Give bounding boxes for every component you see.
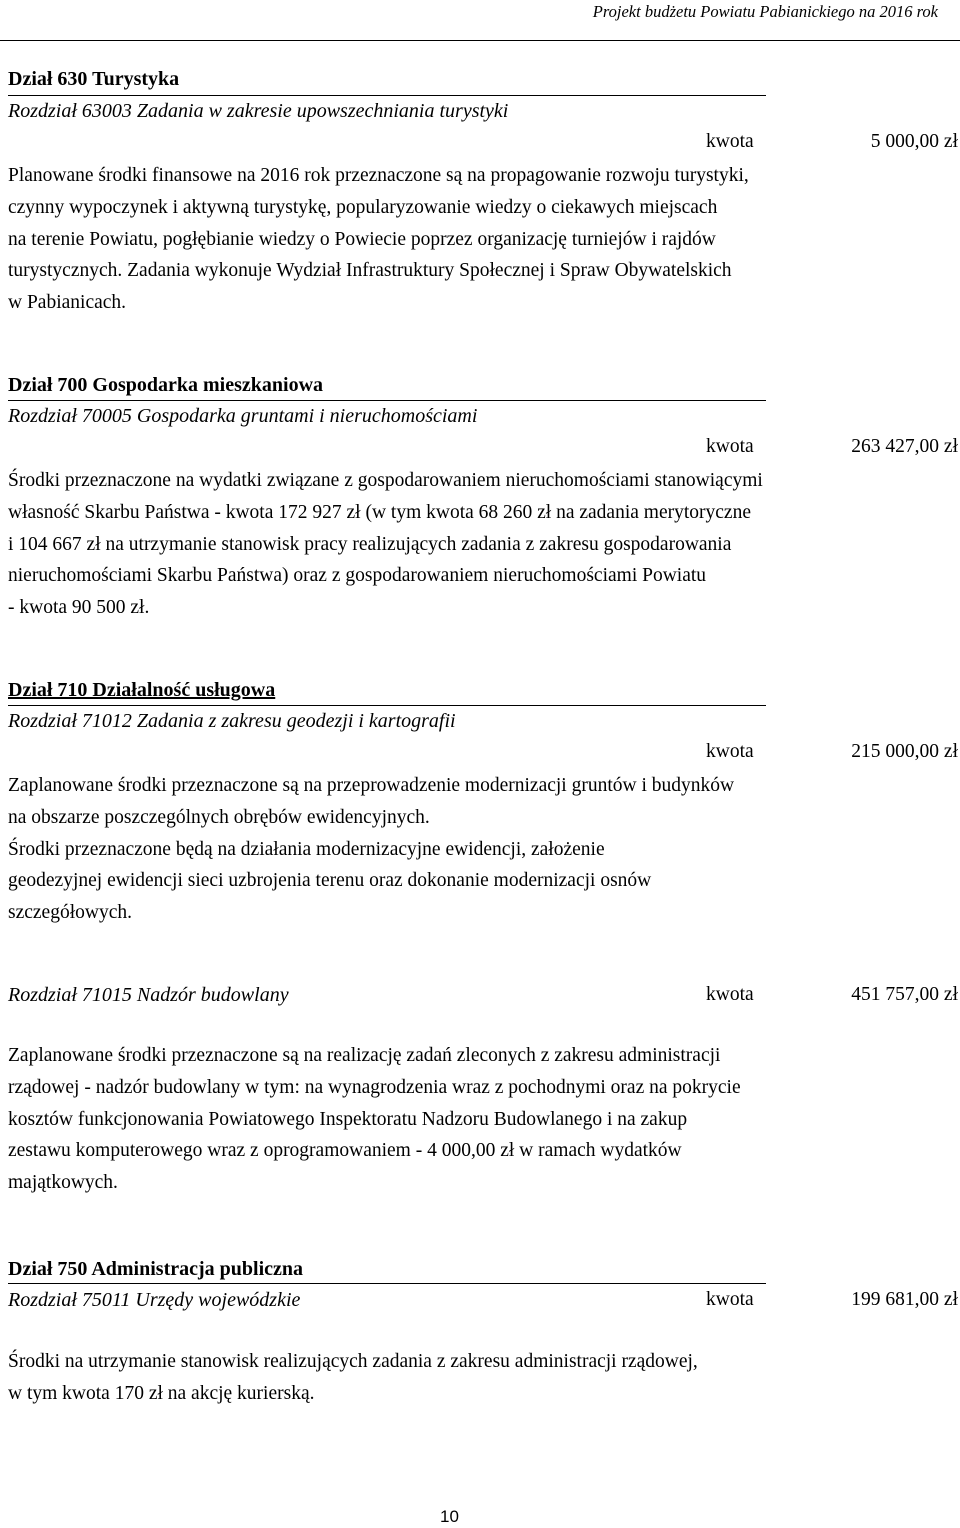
text-line: czynny wypoczynek i aktywną turystykę, popularyzowanie wiedzy o ciekawych miejscach bbox=[8, 196, 718, 218]
header-divider bbox=[0, 40, 960, 41]
text-line: kosztów funkcjonowania Powiatowego Inspektoratu Nadzoru Budowlanego i na zakup bbox=[8, 1108, 688, 1130]
section-630-kwota-label: kwota bbox=[706, 131, 754, 152]
text-line: w tym kwota 170 zł na akcję kurierską. bbox=[8, 1382, 315, 1404]
section-710-description bbox=[8, 770, 958, 929]
section-750-amount: 199 681,00 zł bbox=[851, 1289, 958, 1310]
text-line: Środki przeznaczone na wydatki związane z gospodarowaniem nieruchomościami stanowiącymi bbox=[8, 470, 763, 491]
text-line: na terenie Powiatu, pogłębianie wiedzy o Powiecie poprzez organizację turniejów i rajdów bbox=[8, 228, 716, 250]
section-710-amount: 215 000,00 zł bbox=[851, 741, 958, 762]
section-710-subheading: Rozdział 71012 Zadania z zakresu geodezji i kartografii bbox=[8, 710, 456, 732]
section-700-amount: 263 427,00 zł bbox=[851, 436, 958, 457]
section-710-underline bbox=[8, 705, 766, 706]
text-line: szczegółowych. bbox=[8, 902, 132, 924]
section-71015-kwota-label: kwota bbox=[706, 984, 754, 1005]
text-line: geodezyjnej ewidencji sieci uzbrojenia terenu oraz dokonanie modernizacji osnów bbox=[8, 870, 652, 892]
section-750-heading: Dział 750 Administracja publiczna bbox=[8, 1258, 304, 1280]
text-line: zestawu komputerowego wraz z oprogramowaniem - 4 000,00 zł w ramach wydatków bbox=[8, 1140, 682, 1162]
section-71015-subheading: Rozdział 71015 Nadzór budowlany bbox=[8, 984, 289, 1006]
text-line: Planowane środki finansowe na 2016 rok przeznaczone są na propagowanie rozwoju turystyki, bbox=[8, 165, 749, 186]
text-line: własność Skarbu Państwa - kwota 172 927 zł (w tym kwota 68 260 zł na zadania merytoryczne bbox=[8, 501, 751, 523]
text-line: rządowej - nadzór budowlany w tym: na wynagrodzenia wraz z pochodnymi oraz na pokrycie bbox=[8, 1076, 741, 1098]
page-header-title: Projekt budżetu Powiatu Pabianickiego na 2016 rok bbox=[592, 2, 938, 21]
section-710-heading: Dział 710 Działalność usługowa bbox=[8, 679, 276, 701]
section-750-underline bbox=[8, 1283, 766, 1284]
section-630-heading: Dział 630 Turystyka bbox=[8, 68, 180, 90]
section-71015-description bbox=[8, 1040, 958, 1199]
section-630-underline bbox=[8, 95, 766, 96]
section-630-description bbox=[8, 160, 958, 319]
section-700-description bbox=[8, 465, 958, 624]
section-71015-amount: 451 757,00 zł bbox=[851, 984, 958, 1005]
text-line: Zaplanowane środki przeznaczone są na realizację zadań zleconych z zakresu administracji bbox=[8, 1045, 721, 1066]
section-710-kwota-label: kwota bbox=[706, 741, 754, 762]
text-line: turystycznych. Zadania wykonuje Wydział Infrastruktury Społecznej i Spraw Obywatelskich bbox=[8, 260, 732, 282]
section-750-kwota-label: kwota bbox=[706, 1289, 754, 1310]
text-line: w Pabianicach. bbox=[8, 292, 127, 314]
section-700-heading: Dział 700 Gospodarka mieszkaniowa bbox=[8, 374, 324, 396]
page-number: 10 bbox=[440, 1507, 459, 1526]
section-700-subheading: Rozdział 70005 Gospodarka gruntami i nieruchomościami bbox=[8, 405, 478, 427]
text-line: Zaplanowane środki przeznaczone są na przeprowadzenie modernizacji gruntów i budynków bbox=[8, 775, 735, 796]
text-line: - kwota 90 500 zł. bbox=[8, 597, 150, 619]
section-630-subheading: Rozdział 63003 Zadania w zakresie upowszechniania turystyki bbox=[8, 100, 509, 122]
text-line: majątkowych. bbox=[8, 1172, 118, 1194]
section-750-description bbox=[8, 1346, 958, 1410]
text-line: nieruchomościami Skarbu Państwa) oraz z gospodarowaniem nieruchomościami Powiatu bbox=[8, 565, 707, 587]
text-line: Środki przeznaczone będą na działania modernizacyjne ewidencji, założenie bbox=[8, 838, 605, 860]
section-700-kwota-label: kwota bbox=[706, 436, 754, 457]
section-630-amount: 5 000,00 zł bbox=[870, 131, 958, 152]
section-700-underline bbox=[8, 400, 766, 401]
text-line: i 104 667 zł na utrzymanie stanowisk pracy realizujących zadania z zakresu gospodarowania bbox=[8, 533, 732, 555]
text-line: na obszarze poszczególnych obrębów ewidencyjnych. bbox=[8, 806, 430, 828]
section-750-subheading: Rozdział 75011 Urzędy wojewódzkie bbox=[8, 1289, 301, 1311]
text-line: Środki na utrzymanie stanowisk realizujących zadania z zakresu administracji rządowej, bbox=[8, 1351, 698, 1372]
